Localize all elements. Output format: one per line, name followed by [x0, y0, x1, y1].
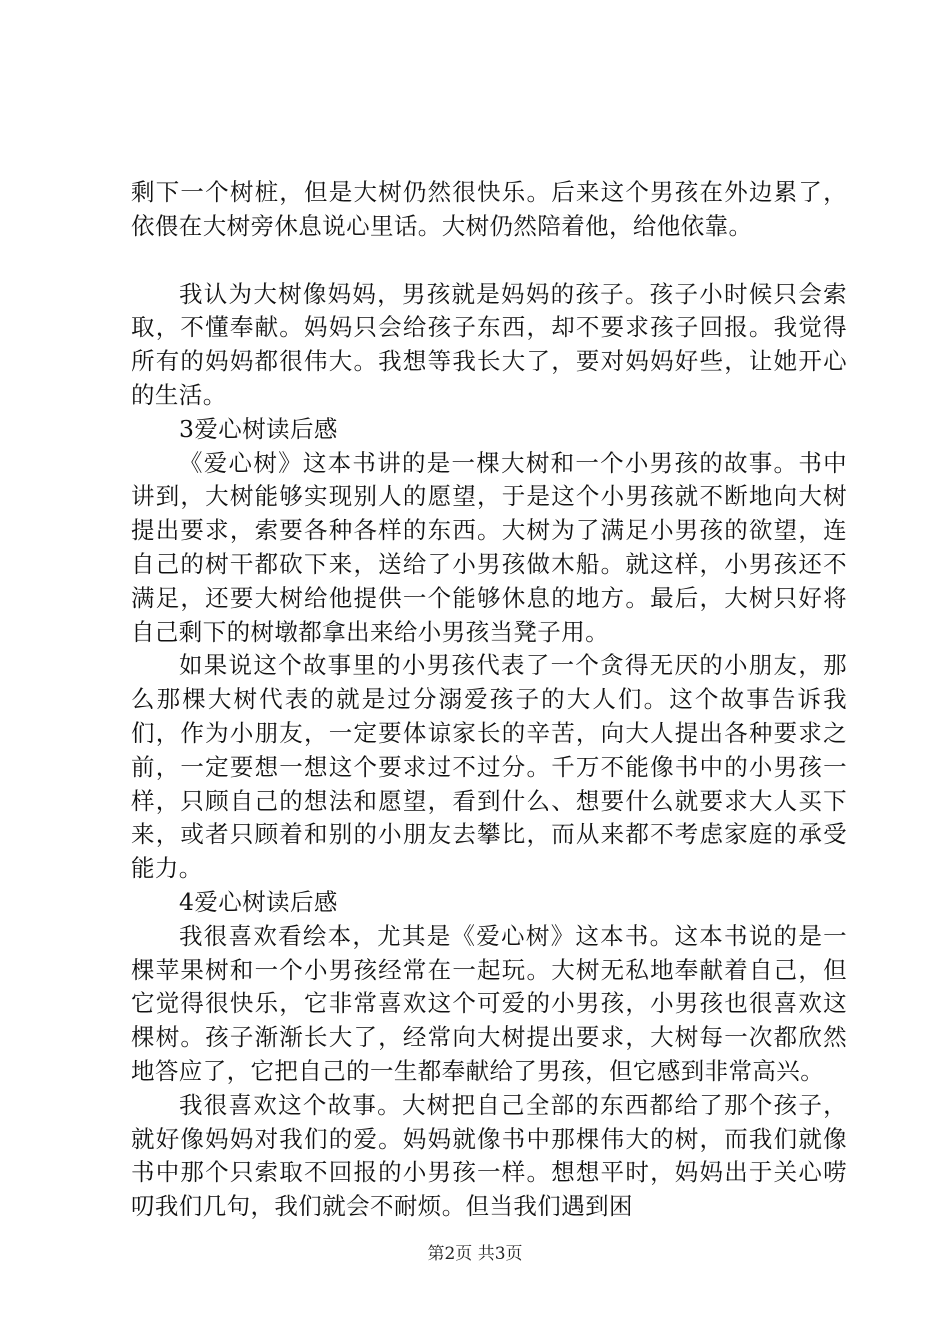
document-body	[131, 176, 847, 1224]
paragraph-reflection: 我很喜欢这个故事。大树把自己全部的东西都给了那个孩子，就好像妈妈对我们的爱。妈妈就像书中那棵伟大的树，而我们就像书中那个只索取不回报的小男孩一样。想想平时，妈妈出于关心唠叨我们几句，我们就会不耐烦。但当我们遇到困	[131, 1090, 847, 1221]
paragraph-continuation: 剩下一个树桩，但是大树仍然很快乐。后来这个男孩在外边累了，依偎在大树旁休息说心里话。大树仍然陪着他，给他依靠。	[131, 178, 847, 240]
paragraph-picture-book: 我很喜欢看绘本，尤其是《爱心树》这本书。这本书说的是一棵苹果树和一个小男孩经常在一起玩。大树无私地奉献着自己，但它觉得很快乐，它非常喜欢这个可爱的小男孩，小男孩也很喜欢这棵树。孩子渐渐长大了，经常向大树提出要求，大树每一次都欣然地答应了，它把自己的一生都奉献给了男孩，但它感到非常高兴。	[131, 921, 847, 1085]
paragraph-story-summary: 《爱心树》这本书讲的是一棵大树和一个小男孩的故事。书中讲到，大树能够实现别人的愿望，于是这个小男孩就不断地向大树提出要求，索要各种各样的东西。大树为了满足小男孩的欲望，连自己的树干都砍下来，送给了小男孩做木船。就这样，小男孩还不满足，还要大树给他提供一个能够休息的地方。最后，大树只好将自己剩下的树墩都拿出来给小男孩当凳子用。	[131, 448, 847, 646]
paragraph-story-lesson: 如果说这个故事里的小男孩代表了一个贪得无厌的小朋友，那么那棵大树代表的就是过分溺爱孩子的大人们。这个故事告诉我们，作为小朋友，一定要体谅家长的辛苦，向大人提出各种要求之前，一定要想一想这个要求过不过分。千万不能像书中的小男孩一样，只顾自己的想法和愿望，看到什么、想要什么就要求大人买下来，或者只顾着和别的小朋友去攀比，而从来都不考虑家庭的承受能力。	[131, 651, 847, 883]
section-heading-3: 3爱心树读后感	[179, 414, 338, 443]
section-heading-4: 4爱心树读后感	[179, 887, 338, 916]
page-number-footer: 第2页 共3页	[427, 1244, 523, 1264]
paragraph-mother-metaphor: 我认为大树像妈妈，男孩就是妈妈的孩子。孩子小时候只会索取，不懂奉献。妈妈只会给孩子东西，却不要求孩子回报。我觉得所有的妈妈都很伟大。我想等我长大了，要对妈妈好些，让她开心的生活。	[131, 279, 847, 409]
